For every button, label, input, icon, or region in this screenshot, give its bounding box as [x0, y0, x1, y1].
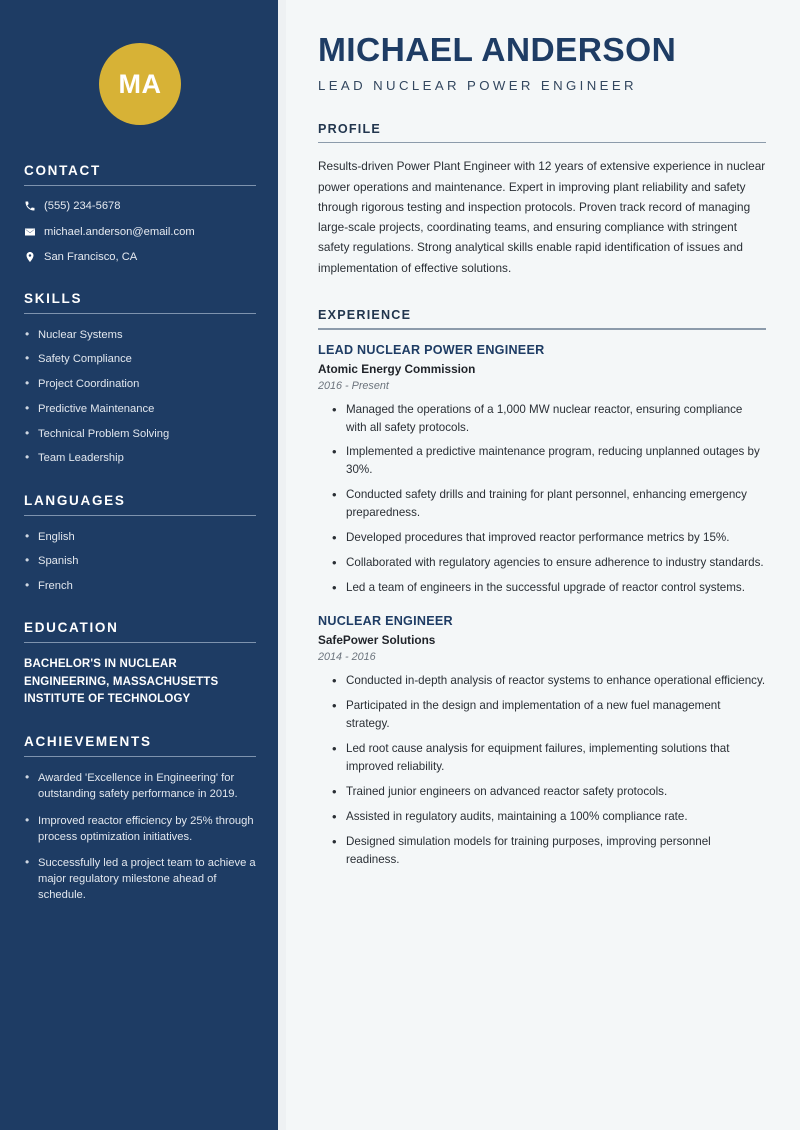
experience-job-title: LEAD NUCLEAR POWER ENGINEER [318, 342, 545, 357]
sidebar-main-gap [278, 0, 286, 1130]
list-item: • Developed procedures that improved reactor performance metrics by 15%. [332, 529, 766, 547]
list-item: • Managed the operations of a 1,000 MW nuclear reactor, ensuring compliance with all safety protocols. [332, 401, 766, 437]
languages-list [24, 529, 256, 595]
location-pin-icon [24, 251, 44, 263]
list-item: • Trained junior engineers on advanced reactor safety protocols. [332, 783, 766, 801]
sidebar-section-skills [24, 291, 256, 467]
list-item: • Led root cause analysis for equipment failures, implementing solutions that improved reliability. [332, 740, 766, 776]
achievements-heading: ACHIEVEMENTS [24, 734, 152, 750]
profile-heading: PROFILE [318, 121, 381, 136]
list-item: • Implemented a predictive maintenance program, reducing unplanned outages by 30%. [332, 443, 766, 479]
list-item: • Team Leadership [24, 450, 256, 466]
education-degree: BACHELOR'S IN NUCLEAR ENGINEERING, MASSACHUSETTS INSTITUTE OF TECHNOLOGY [24, 658, 219, 705]
list-item: • Safety Compliance [24, 351, 256, 367]
main-content [286, 0, 800, 1130]
experience-entry [318, 343, 766, 598]
contact-row-location[interactable] [24, 250, 256, 265]
experience-bullet-list [318, 672, 766, 869]
contact-heading: CONTACT [24, 163, 101, 178]
experience-divider [318, 328, 766, 330]
sidebar [0, 0, 278, 1130]
section-experience [318, 308, 766, 869]
skills-divider [24, 313, 256, 314]
contact-location-value: San Francisco, CA [44, 251, 138, 264]
profile-divider [318, 142, 766, 144]
contact-divider [24, 185, 256, 186]
skills-list [24, 327, 256, 467]
avatar-container [24, 0, 256, 163]
list-item: • Spanish [24, 553, 256, 569]
envelope-icon [24, 226, 44, 238]
list-item: • Designed simulation models for training purposes, improving personnel readiness. [332, 833, 766, 869]
avatar-initials: MA [99, 43, 181, 125]
experience-dates: 2016 - Present [318, 379, 389, 392]
contact-row-email[interactable] [24, 225, 256, 240]
achievements-list [24, 770, 256, 904]
languages-heading: LANGUAGES [24, 492, 126, 508]
skills-heading: SKILLS [24, 290, 83, 306]
contact-email-value: michael.anderson@email.com [44, 225, 195, 238]
contact-row-phone[interactable] [24, 199, 256, 214]
list-item: • Project Coordination [24, 376, 256, 392]
sidebar-section-achievements [24, 734, 256, 904]
profile-text: Results-driven Power Plant Engineer with 12 years of extensive experience in nuclear power operations and maintenance. Expert in improving plant reliability and safety through rigorous testing and inspection protocols. Proven track record of managing large-scale projects, coordinating teams, and ensuring compliance with stringent safety regulations. Strong analytical skills enable rapid identification of issues and implementation of effective solutions. [318, 159, 766, 275]
list-item: • Technical Problem Solving [24, 426, 256, 442]
list-item: • Conducted in-depth analysis of reactor systems to enhance operational efficiency. [332, 672, 766, 690]
list-item: • French [24, 578, 256, 594]
education-heading: EDUCATION [24, 620, 119, 636]
experience-company: SafePower Solutions [318, 633, 436, 648]
experience-job-title: NUCLEAR ENGINEER [318, 614, 453, 629]
achievements-divider [24, 756, 256, 757]
list-item: • Conducted safety drills and training for plant personnel, enhancing emergency preparedness. [332, 486, 766, 522]
experience-bullet-list [318, 401, 766, 598]
contact-phone-value: (555) 234-5678 [44, 200, 121, 212]
list-item: • Improved reactor efficiency by 25% through process optimization initiatives. [24, 813, 256, 845]
list-item: • English [24, 529, 256, 545]
list-item: • Assisted in regulatory audits, maintaining a 100% compliance rate. [332, 808, 766, 826]
phone-icon [24, 200, 44, 212]
list-item: • Collaborated with regulatory agencies to ensure adherence to industry standards. [332, 554, 766, 572]
list-item: • Predictive Maintenance [24, 401, 256, 417]
sidebar-section-education [24, 620, 256, 708]
experience-entry [318, 614, 766, 869]
languages-divider [24, 515, 256, 516]
sidebar-section-languages [24, 493, 256, 595]
list-item: • Successfully led a project team to achieve a major regulatory milestone ahead of schedule. [24, 855, 256, 904]
page-title: MICHAEL ANDERSON [318, 32, 677, 69]
list-item: • Nuclear Systems [24, 327, 256, 343]
sidebar-section-contact [24, 163, 256, 265]
education-divider [24, 642, 256, 643]
section-profile [318, 122, 766, 278]
experience-dates: 2014 - 2016 [318, 651, 376, 664]
list-item: • Awarded 'Excellence in Engineering' for outstanding safety performance in 2019. [24, 770, 256, 802]
experience-company: Atomic Energy Commission [318, 361, 476, 376]
list-item: • Led a team of engineers in the successful upgrade of reactor control systems. [332, 579, 766, 597]
list-item: • Participated in the design and implementation of a new fuel management strategy. [332, 697, 766, 733]
headline-job-title: LEAD NUCLEAR POWER ENGINEER [318, 77, 637, 93]
experience-heading: EXPERIENCE [318, 308, 412, 323]
